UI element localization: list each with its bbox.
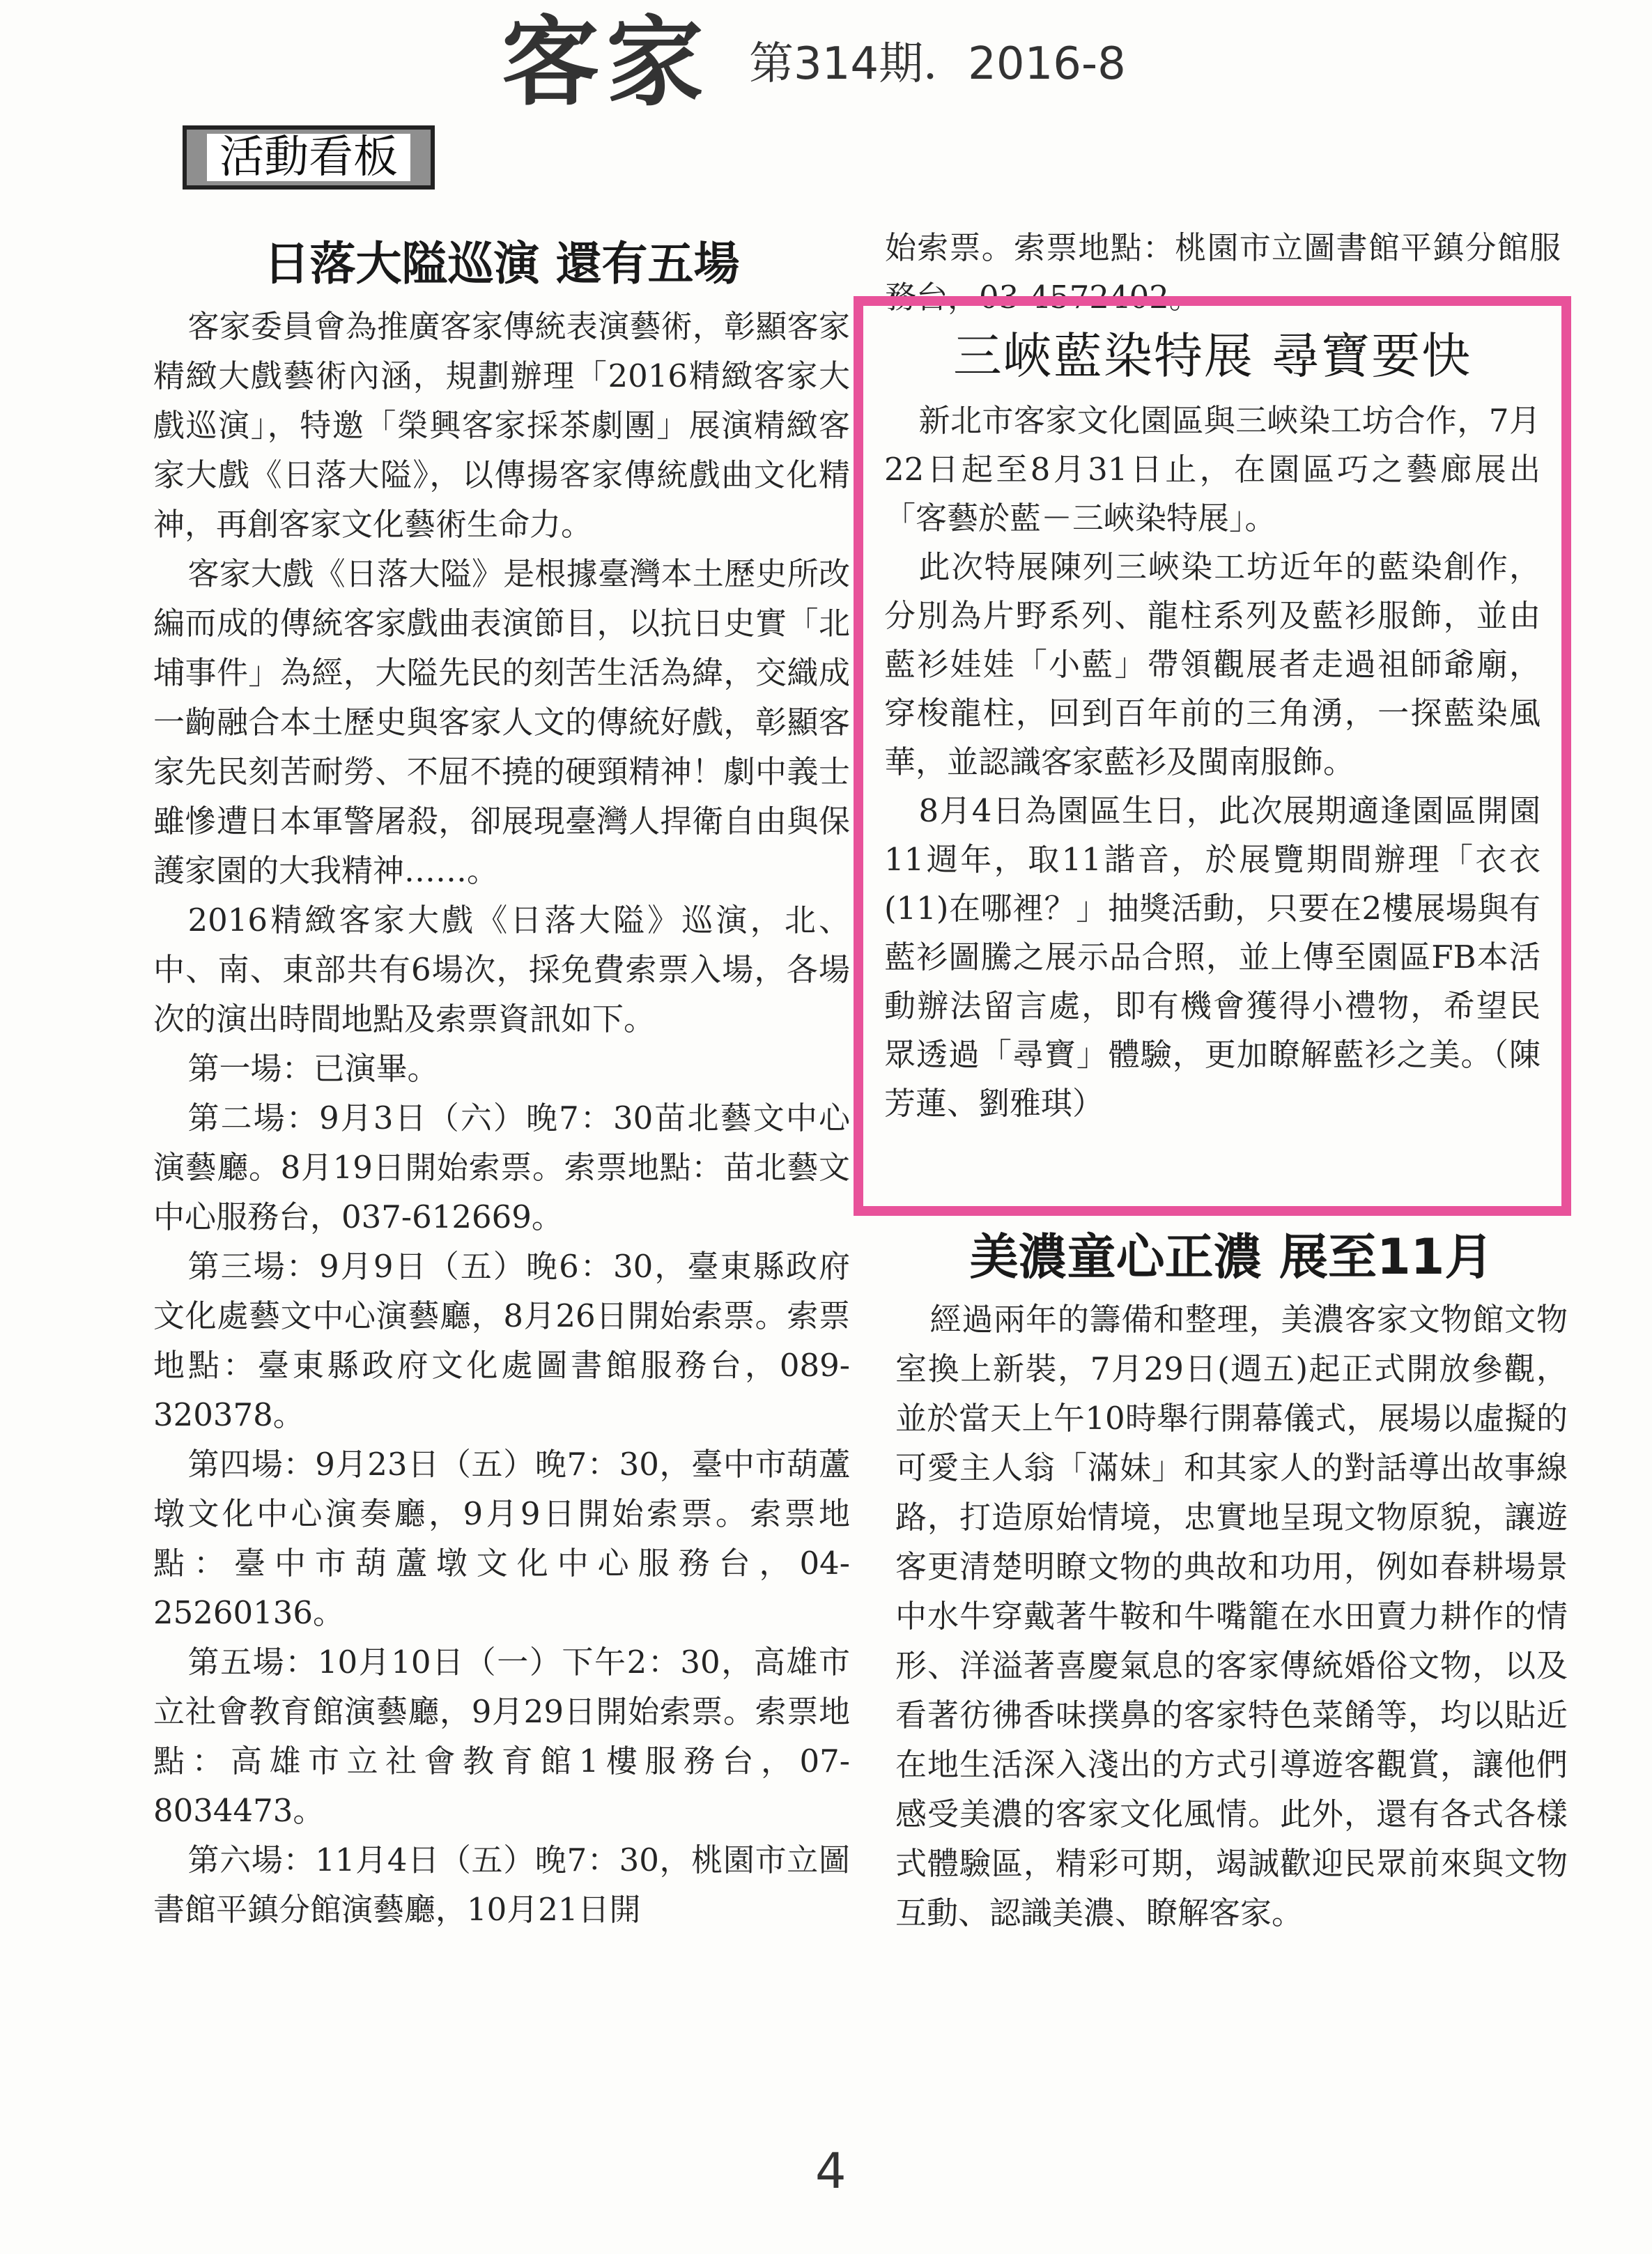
article-left-paragraph: 第三場：9月9日（五）晚6：30，臺東縣政府文化處藝文中心演藝廳，8月26日開始索票。索票地點：臺東縣政府文化處圖書館服務台，089-320378。 [153,1248,850,1433]
boxed-article-headline: 三峽藍染特展 尋寶要快 [952,327,1472,385]
boxed-article-paragraph: 此次特展陳列三峽染工坊近年的藍染創作，分別為片野系列、龍柱系列及藍衫服飾，並由藍衫娃娃「小藍」帶領觀展者走過祖師爺廟，穿梭龍柱，回到百年前的三角湧，一探藍染風華，並認識客家藍衫及閩南服飾。 [884,548,1541,780]
article-right [895,1226,1568,1938]
article-left-paragraph: 第五場：10月10日（一）下午2：30，高雄市立社會教育館演藝廳，9月29日開始索票。索票地點：高雄市立社會教育館1樓服務台，07-8034473。 [153,1644,850,1829]
article-left-headline: 日落大隘巡演 還有五場 [263,237,740,291]
article-left-paragraph: 第四場：9月23日（五）晚7：30，臺中市葫蘆墩文化中心演奏廳，9月9日開始索票。索票地點：臺中市葫蘆墩文化中心服務台，04-25260136。 [153,1446,850,1631]
page-number: 4 [815,2143,847,2200]
section-tag-label: 活動看板 [207,134,410,181]
boxed-article-paragraph: 8月4日為園區生日，此次展期適逢園區開園11週年，取11諧音，於展覽期間辦理「衣衣(11)在哪裡？」抽獎活動，只要在2樓展場與有藍衫圖騰之展示品合照，並上傳至園區FB本活動辦法留言處，即有機會獲得小禮物，希望民眾透過「尋寶」體驗，更加瞭解藍衫之美。（陳芳蓮、劉雅琪） [884,792,1541,1122]
article-left-paragraph: 客家大戲《日落大隘》是根據臺灣本土歷史所改編而成的傳統客家戲曲表演節目，以抗日史實「北埔事件」為經，大隘先民的刻苦生活為緯，交織成一齣融合本土歷史與客家人文的傳統好戲，彰顯客家先民刻苦耐勞、不屈不撓的硬頸精神！劇中義士雖慘遭日本軍警屠殺，卻展現臺灣人捍衛自由與保護家園的大我精神……。 [153,555,850,889]
section-tag [183,125,435,190]
article-right-paragraph: 經過兩年的籌備和整理，美濃客家文物館文物室換上新裝，7月29日(週五)起正式開放參觀，並於當天上午10時舉行開幕儀式，展場以虛擬的可愛主人翁「滿妹」和其家人的對話導出故事線路，打造原始情境，忠實地呈現文物原貌，讓遊客更清楚明瞭文物的典故和功用，例如春耕場景中水牛穿戴著牛鞍和牛嘴籠在水田賣力耕作的情形、洋溢著喜慶氣息的客家傳統婚俗文物，以及看著彷彿香味撲鼻的客家特色菜餚等，均以貼近在地生活深入淺出的方式引導遊客觀賞，讓他們感受美濃的客家文化風情。此外，還有各式各樣式體驗區，精彩可期，竭誠歡迎民眾前來與文物互動、認識美濃、瞭解客家。 [895,1301,1568,1931]
article-left-paragraph: 客家委員會為推廣客家傳統表演藝術，彰顯客家精緻大戲藝術內涵，規劃辦理「2016精緻客家大戲巡演」，特邀「榮興客家採茶劇團」展演精緻客家大戲《日落大隘》，以傳揚客家傳統戲曲文化精神，再創客家文化藝術生命力。 [153,308,850,543]
masthead-logo: 客家 [502,6,711,120]
masthead-issue: 第314期．2016-8 [749,38,1126,90]
article-right-headline: 美濃童心正濃 展至11月 [969,1228,1494,1286]
article-left [153,233,850,1934]
article-left-paragraph: 第六場：11月4日（五）晚7：30，桃園市立圖書館平鎮分館演藝廳，10月21日開 [153,1842,850,1928]
continuation-text: 始索票。索票地點：桃園市立圖書館平鎮分館服務台，03-4572402。 [885,229,1561,316]
article-left-paragraph: 2016精緻客家大戲《日落大隘》巡演，北、中、南、東部共有6場次，採免費索票入場，各場次的演出時間地點及索票資訊如下。 [153,902,850,1037]
boxed-article [854,296,1571,1216]
boxed-article-paragraph: 新北市客家文化園區與三峽染工坊合作，7月22日起至8月31日止，在園區巧之藝廊展出「客藝於藍－三峽染特展」。 [884,402,1541,537]
article-left-paragraph: 第二場：9月3日（六）晚7：30苗北藝文中心演藝廳。8月19日開始索票。索票地點：苗北藝文中心服務台，037-612669。 [153,1099,850,1235]
article-left-paragraph: 第一場：已演畢。 [187,1050,439,1087]
